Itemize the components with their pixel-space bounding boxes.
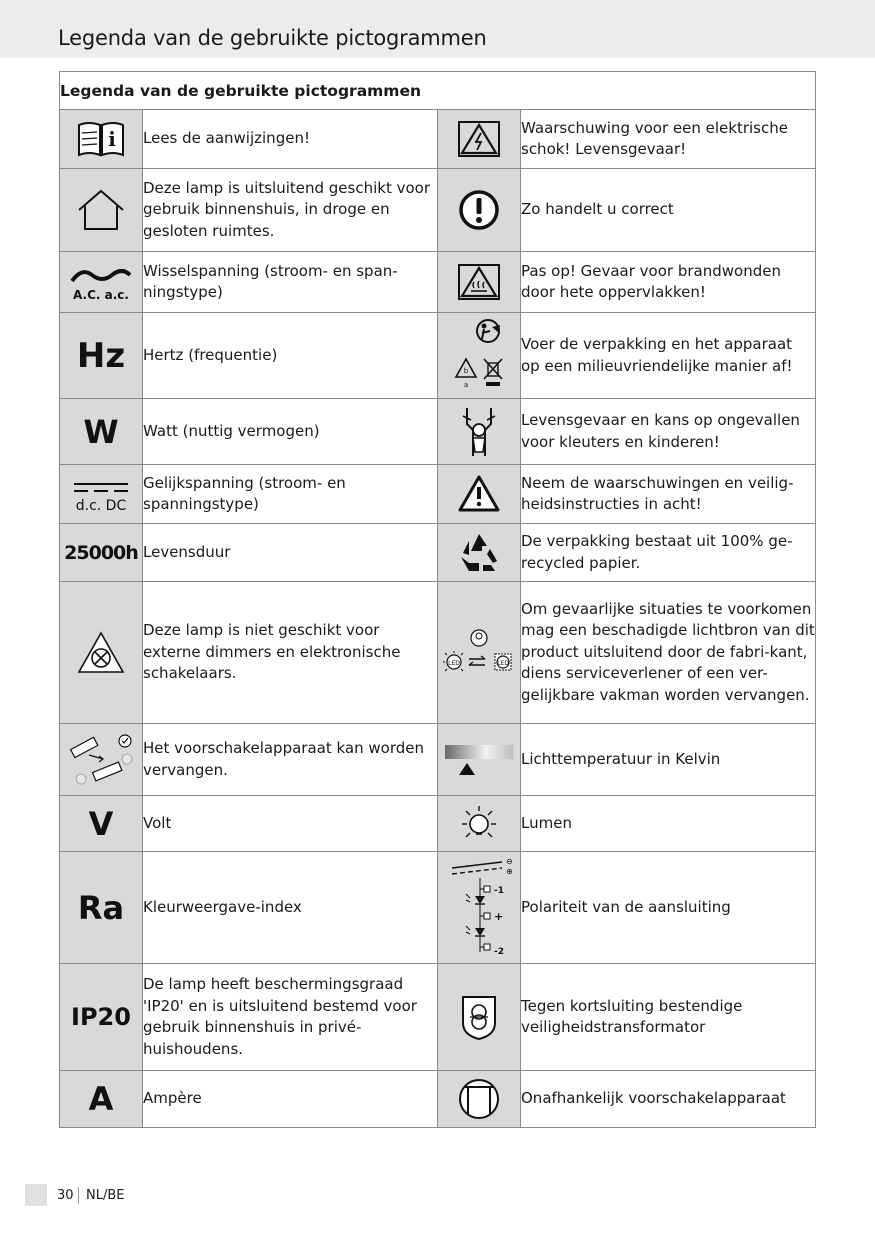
table-row bbox=[60, 399, 816, 465]
table-row bbox=[60, 1071, 816, 1128]
polarity-m1-label: -1 bbox=[494, 885, 504, 896]
legend-text: Onafhankelijk voorschakelapparaat bbox=[521, 1071, 816, 1128]
legend-text: Polariteit van de aansluiting bbox=[521, 852, 816, 964]
footer-divider bbox=[78, 1187, 79, 1204]
table-caption: Legenda van de gebruikte pictogrammen bbox=[60, 72, 816, 110]
legend-text: Watt (nuttig vermogen) bbox=[143, 399, 438, 465]
table-row bbox=[60, 852, 816, 964]
direct-current-icon bbox=[60, 465, 143, 524]
pictogram-legend-table bbox=[59, 71, 816, 1128]
color-rendering-index-symbol: Ra bbox=[60, 852, 143, 964]
lifespan-symbol: 25000h bbox=[60, 524, 143, 582]
legend-text: Het voorschakelapparaat kan worden vervangen. bbox=[143, 724, 438, 796]
legend-text: Voer de verpakking en het apparaat op een milieuvriendelijke manier af! bbox=[521, 313, 816, 399]
recycle-a-label: a bbox=[463, 380, 469, 389]
page-header bbox=[0, 0, 875, 58]
legend-text: De verpakking bestaat uit 100% ge-recycled papier. bbox=[521, 524, 816, 582]
watt-symbol: W bbox=[60, 399, 143, 465]
independent-ballast-icon bbox=[438, 1071, 521, 1128]
ac-label: A.C. a.c. bbox=[73, 288, 129, 302]
legend-text: Lees de aanwijzingen! bbox=[143, 110, 438, 169]
legend-text: Levensduur bbox=[143, 524, 438, 582]
table-row bbox=[60, 169, 816, 252]
electric-shock-warning-icon bbox=[438, 110, 521, 169]
replaceable-ballast-icon bbox=[60, 724, 143, 796]
led-label: LED bbox=[497, 659, 509, 667]
legend-text: Zo handelt u correct bbox=[521, 169, 816, 252]
warning-triangle-icon bbox=[438, 465, 521, 524]
table-row bbox=[60, 313, 816, 399]
table-row bbox=[60, 110, 816, 169]
recycle-b-label: b bbox=[463, 366, 469, 375]
legend-text: Wisselspanning (stroom- en span-ningstype) bbox=[143, 252, 438, 313]
table-row bbox=[60, 524, 816, 582]
ip20-symbol: IP20 bbox=[60, 964, 143, 1071]
table-row bbox=[60, 582, 816, 724]
table-row bbox=[60, 796, 816, 852]
legend-text: Hertz (frequentie) bbox=[143, 313, 438, 399]
legend-text: Pas op! Gevaar voor brandwonden door hete oppervlakken! bbox=[521, 252, 816, 313]
table-row bbox=[60, 724, 816, 796]
table-row bbox=[60, 964, 816, 1071]
language-code: NL/BE bbox=[86, 1188, 125, 1203]
exclamation-circle-icon bbox=[438, 169, 521, 252]
legend-text: Kleurweergave-index bbox=[143, 852, 438, 964]
indoor-house-icon bbox=[60, 169, 143, 252]
led-label: LED bbox=[448, 659, 460, 667]
recycling-disposal-icon bbox=[438, 313, 521, 399]
hot-surface-warning-icon bbox=[438, 252, 521, 313]
book-info-icon bbox=[60, 110, 143, 169]
no-dimmer-icon bbox=[60, 582, 143, 724]
hertz-symbol: Hz bbox=[60, 313, 143, 399]
ampere-symbol: A bbox=[60, 1071, 143, 1128]
volt-symbol: V bbox=[60, 796, 143, 852]
child-danger-icon bbox=[438, 399, 521, 465]
dc-label: d.c. DC bbox=[75, 498, 127, 514]
legend-text: De lamp heeft beschermingsgraad 'IP20' en is uitsluitend bestemd voor gebruik binnenshuis in privé-huishoudens. bbox=[143, 964, 438, 1071]
polarity-plus-label: + bbox=[494, 909, 504, 923]
plus-label: ⊕ bbox=[506, 866, 513, 876]
footer-marker bbox=[25, 1184, 47, 1206]
lumen-bulb-icon bbox=[438, 796, 521, 852]
legend-text: Tegen kortsluiting bestendige veiligheidstransformator bbox=[521, 964, 816, 1071]
legend-text: Ampère bbox=[143, 1071, 438, 1128]
legend-text: Deze lamp is niet geschikt voor externe dimmers en elektronische schakelaars. bbox=[143, 582, 438, 724]
legend-text: Levensgevaar en kans op ongevallen voor kleuters en kinderen! bbox=[521, 399, 816, 465]
legend-text: Volt bbox=[143, 796, 438, 852]
minus-label: ⊖ bbox=[506, 856, 513, 866]
legend-text: Deze lamp is uitsluitend geschikt voor gebruik binnenshuis, in droge en gesloten ruimtes. bbox=[143, 169, 438, 252]
legend-text: Lichttemperatuur in Kelvin bbox=[521, 724, 816, 796]
table-row bbox=[60, 252, 816, 313]
replace-light-source-icon bbox=[438, 582, 521, 724]
legend-text: Neem de waarschuwingen en veilig-heidsinstructies in acht! bbox=[521, 465, 816, 524]
alternating-current-icon bbox=[60, 252, 143, 313]
legend-text: Lumen bbox=[521, 796, 816, 852]
svg-text:i: i bbox=[108, 127, 116, 151]
recycled-paper-icon bbox=[438, 524, 521, 582]
polarity-icon bbox=[438, 852, 521, 964]
legend-text: Waarschuwing voor een elektrische schok! Levensgevaar! bbox=[521, 110, 816, 169]
color-temperature-icon bbox=[438, 724, 521, 796]
table-row bbox=[60, 465, 816, 524]
polarity-m2-label: -2 bbox=[494, 946, 504, 957]
page-number: 30 bbox=[57, 1188, 74, 1203]
page-title: Legenda van de gebruikte pictogrammen bbox=[58, 26, 487, 50]
legend-text: Gelijkspanning (stroom- en spanningstype) bbox=[143, 465, 438, 524]
safety-transformer-icon bbox=[438, 964, 521, 1071]
legend-text: Om gevaarlijke situaties te voorkomen mag een beschadigde lichtbron van dit product uitsluitend door de fabri-kant, diens serviceverlener of een ver-gelijkbare vakman worden vervangen. bbox=[521, 582, 816, 724]
